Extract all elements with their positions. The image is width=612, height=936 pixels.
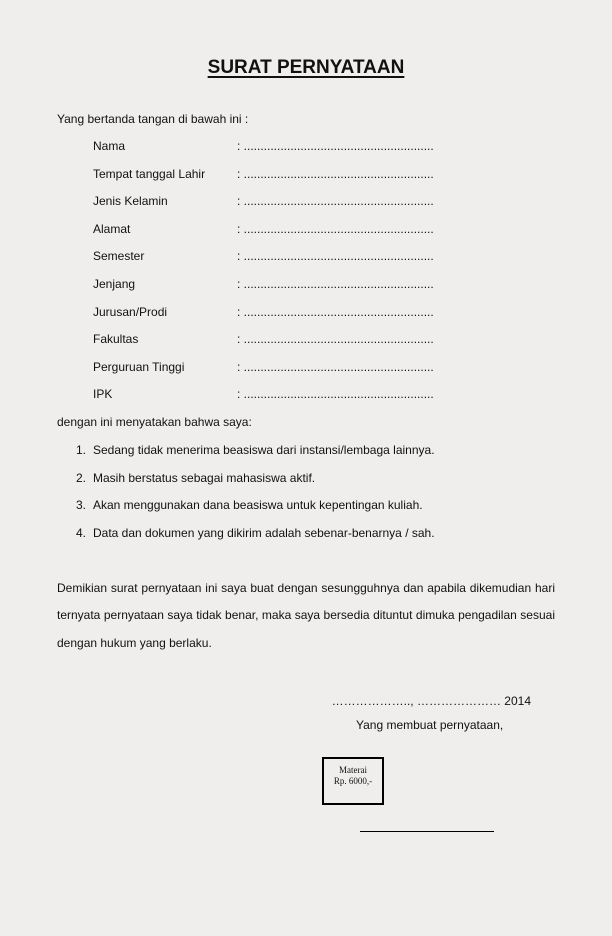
field-label: Tempat tanggal Lahir	[93, 166, 206, 181]
field-label: Semester	[93, 249, 145, 264]
stamp-line-2: Rp. 6000,-	[333, 776, 373, 786]
statement-text: Data dan dokumen yang dikirim adalah sebenar-benarnya / sah.	[93, 525, 435, 540]
statement-intro: dengan ini menyatakan bahwa saya:	[57, 415, 252, 429]
closing-line-3: dengan hukum yang berlaku.	[57, 636, 212, 650]
field-value-blank: : .........................................................	[237, 304, 434, 319]
closing-line-1: Demikian surat pernyataan ini saya buat dengan sesungguhnya dan apabila dikemudian hari	[57, 581, 555, 595]
statement-text: Akan menggunakan dana beasiswa untuk kepentingan kuliah.	[93, 498, 423, 512]
closing-line-2: ternyata pernyataan saya tidak benar, maka saya bersedia dituntut dimuka pengadilan sesuai	[57, 608, 555, 622]
stamp-line-1: Materai	[339, 765, 367, 775]
field-value-blank: : .........................................................	[237, 221, 434, 236]
field-label: Fakultas	[93, 332, 139, 347]
field-label: Jurusan/Prodi	[93, 304, 168, 319]
intro-text: Yang bertanda tangan di bawah ini :	[57, 112, 249, 126]
date-line: ……………….., ………………… 2014	[331, 694, 531, 708]
field-label: Jenis Kelamin	[93, 194, 168, 209]
field-value-blank: : .........................................................	[237, 194, 434, 209]
field-label: Perguruan Tinggi	[93, 359, 185, 374]
field-value-blank: : .........................................................	[237, 359, 434, 374]
page-title: SURAT PERNYATAAN	[207, 57, 405, 78]
field-value-blank: : .........................................................	[237, 277, 434, 291]
field-value-blank: : .........................................................	[237, 387, 434, 402]
signature-line	[360, 831, 494, 832]
field-label: Jenjang	[93, 277, 136, 291]
field-value-blank: : .........................................................	[237, 249, 434, 264]
field-label: Alamat	[93, 221, 131, 236]
field-value-blank: : .........................................................	[237, 332, 434, 347]
stamp-box	[322, 757, 384, 805]
statement-number: 3.	[76, 498, 87, 512]
field-label: Nama	[93, 139, 126, 153]
statement-text: Sedang tidak menerima beasiswa dari instansi/lembaga lainnya.	[93, 443, 435, 457]
statement-text: Masih berstatus sebagai mahasiswa aktif.	[93, 470, 316, 485]
field-value-blank: : .........................................................	[237, 139, 434, 153]
statement-number: 2.	[76, 470, 87, 485]
signer-label: Yang membuat pernyataan,	[356, 718, 504, 732]
statement-number: 4.	[76, 525, 87, 540]
field-label: IPK	[93, 387, 113, 402]
field-value-blank: : .........................................................	[237, 166, 434, 181]
statement-number: 1.	[76, 443, 87, 457]
